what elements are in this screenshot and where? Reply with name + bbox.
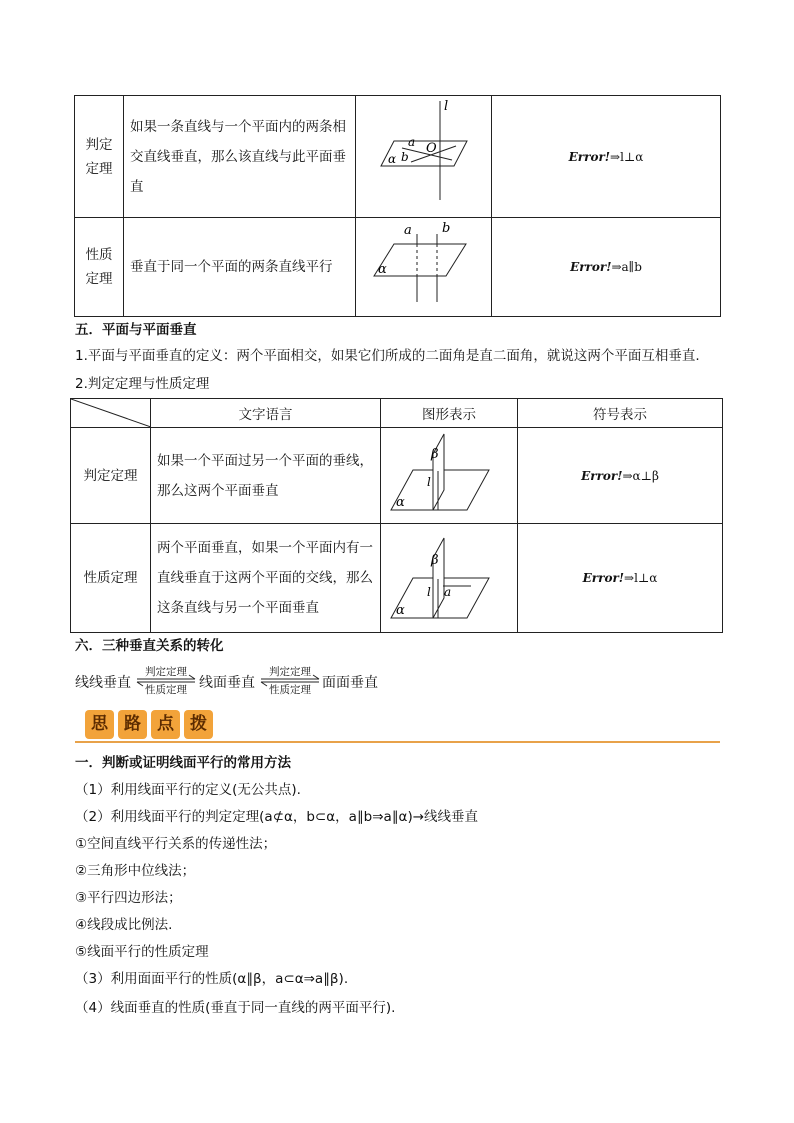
label-beta: β bbox=[431, 447, 439, 462]
banner-divider bbox=[75, 741, 720, 743]
column-header: 图形表示 bbox=[381, 399, 518, 428]
banner-char: 思 bbox=[85, 710, 114, 739]
label-alpha: α bbox=[396, 495, 405, 510]
arrow-top-label: 判定定理 bbox=[269, 666, 311, 678]
figure-cell bbox=[381, 428, 518, 524]
table-line-plane bbox=[74, 95, 721, 317]
tip-line: ⑤线面平行的性质定理 bbox=[75, 944, 209, 960]
tip-line: ④线段成比例法. bbox=[75, 917, 173, 933]
label-o: O bbox=[426, 141, 437, 156]
tip-line: ③平行四边形法； bbox=[75, 890, 182, 906]
row-label: 判定定理 bbox=[75, 96, 124, 218]
label-a: a bbox=[444, 585, 452, 599]
tip-line: ②三角形中位线法； bbox=[75, 863, 196, 879]
column-header: 文字语言 bbox=[151, 399, 381, 428]
column-header: 符号表示 bbox=[518, 399, 723, 428]
section-title: 五．平面与平面垂直 bbox=[75, 322, 197, 338]
figure-cell bbox=[356, 218, 492, 317]
symbol-cell: Error!⇒l⊥α bbox=[518, 524, 723, 633]
label-alpha: α bbox=[396, 603, 405, 618]
tip-line: ①空间直线平行关系的传递性法； bbox=[75, 836, 277, 852]
label-a: a bbox=[408, 135, 416, 149]
table-row bbox=[71, 428, 723, 524]
banner-char: 路 bbox=[118, 710, 147, 739]
label-l: l bbox=[427, 585, 431, 599]
arrow-top-label: 判定定理 bbox=[145, 666, 187, 678]
tip-line: （4）线面垂直的性质(垂直于同一直线的两平面平行). bbox=[75, 1000, 396, 1016]
row-text: 垂直于同一个平面的两条直线平行 bbox=[124, 218, 356, 317]
section-title: 六．三种垂直关系的转化 bbox=[75, 638, 224, 654]
symbol-cell: Error!⇒a∥b bbox=[492, 218, 721, 317]
label-a: a bbox=[404, 223, 412, 238]
arrow-bottom-label: 性质定理 bbox=[145, 684, 187, 696]
diagonal-header-cell bbox=[71, 399, 151, 428]
tips-title: 一．判断或证明线面平行的常用方法 bbox=[75, 755, 291, 771]
chain-term: 面面垂直 bbox=[322, 675, 378, 691]
tip-line: （2）利用线面平行的判定定理(a⊄α，b⊂α，a∥b⇒a∥α)→线线垂直 bbox=[75, 809, 479, 825]
line-perpendicular-plane-figure bbox=[356, 96, 492, 217]
tip-line: （1）利用线面平行的定义(无公共点). bbox=[75, 782, 301, 798]
plane-perpendicular-figure bbox=[381, 428, 518, 523]
banner-char: 点 bbox=[151, 710, 180, 739]
label-alpha: α bbox=[388, 152, 397, 166]
table-row bbox=[75, 96, 721, 218]
label-b: b bbox=[401, 150, 409, 164]
chain-term: 线线垂直 bbox=[75, 675, 131, 691]
chain-term: 线面垂直 bbox=[199, 675, 255, 691]
arrow-bottom-label: 性质定理 bbox=[269, 684, 311, 696]
row-label: 判定定理 bbox=[71, 428, 151, 524]
table-row bbox=[71, 524, 723, 633]
banner-char: 拨 bbox=[184, 710, 213, 739]
table-plane-plane bbox=[70, 398, 723, 633]
label-beta: β bbox=[431, 553, 439, 568]
row-label: 性质定理 bbox=[75, 218, 124, 317]
label-alpha: α bbox=[378, 262, 387, 277]
parallel-lines-figure bbox=[356, 218, 492, 316]
label-l: l bbox=[444, 99, 449, 114]
figure-cell bbox=[356, 96, 492, 218]
tip-line: （3）利用面面平行的性质(α∥β，a⊂α⇒a∥β). bbox=[75, 971, 349, 987]
label-l: l bbox=[427, 475, 431, 489]
row-text: 两个平面垂直，如果一个平面内有一直线垂直于这两个平面的交线，那么这条直线与另一个平面垂直 bbox=[151, 524, 381, 633]
table-row bbox=[75, 218, 721, 317]
table-header-row bbox=[71, 399, 723, 428]
double-arrow bbox=[259, 664, 321, 696]
label-b: b bbox=[442, 221, 451, 236]
row-text: 如果一个平面过另一个平面的垂线，那么这两个平面垂直 bbox=[151, 428, 381, 524]
definition-text: 1.平面与平面垂直的定义：两个平面相交，如果它们所成的二面角是直二面角，就说这两个平面互相垂直. bbox=[75, 348, 700, 364]
subheading: 2.判定定理与性质定理 bbox=[75, 376, 210, 392]
row-label: 性质定理 bbox=[71, 524, 151, 633]
symbol-cell: Error!⇒α⊥β bbox=[518, 428, 723, 524]
figure-cell bbox=[381, 524, 518, 633]
symbol-cell: Error!⇒l⊥α bbox=[492, 96, 721, 218]
plane-perpendicular-property-figure bbox=[381, 524, 518, 632]
row-text: 如果一条直线与一个平面内的两条相交直线垂直，那么该直线与此平面垂直 bbox=[124, 96, 356, 218]
double-arrow bbox=[135, 664, 197, 696]
